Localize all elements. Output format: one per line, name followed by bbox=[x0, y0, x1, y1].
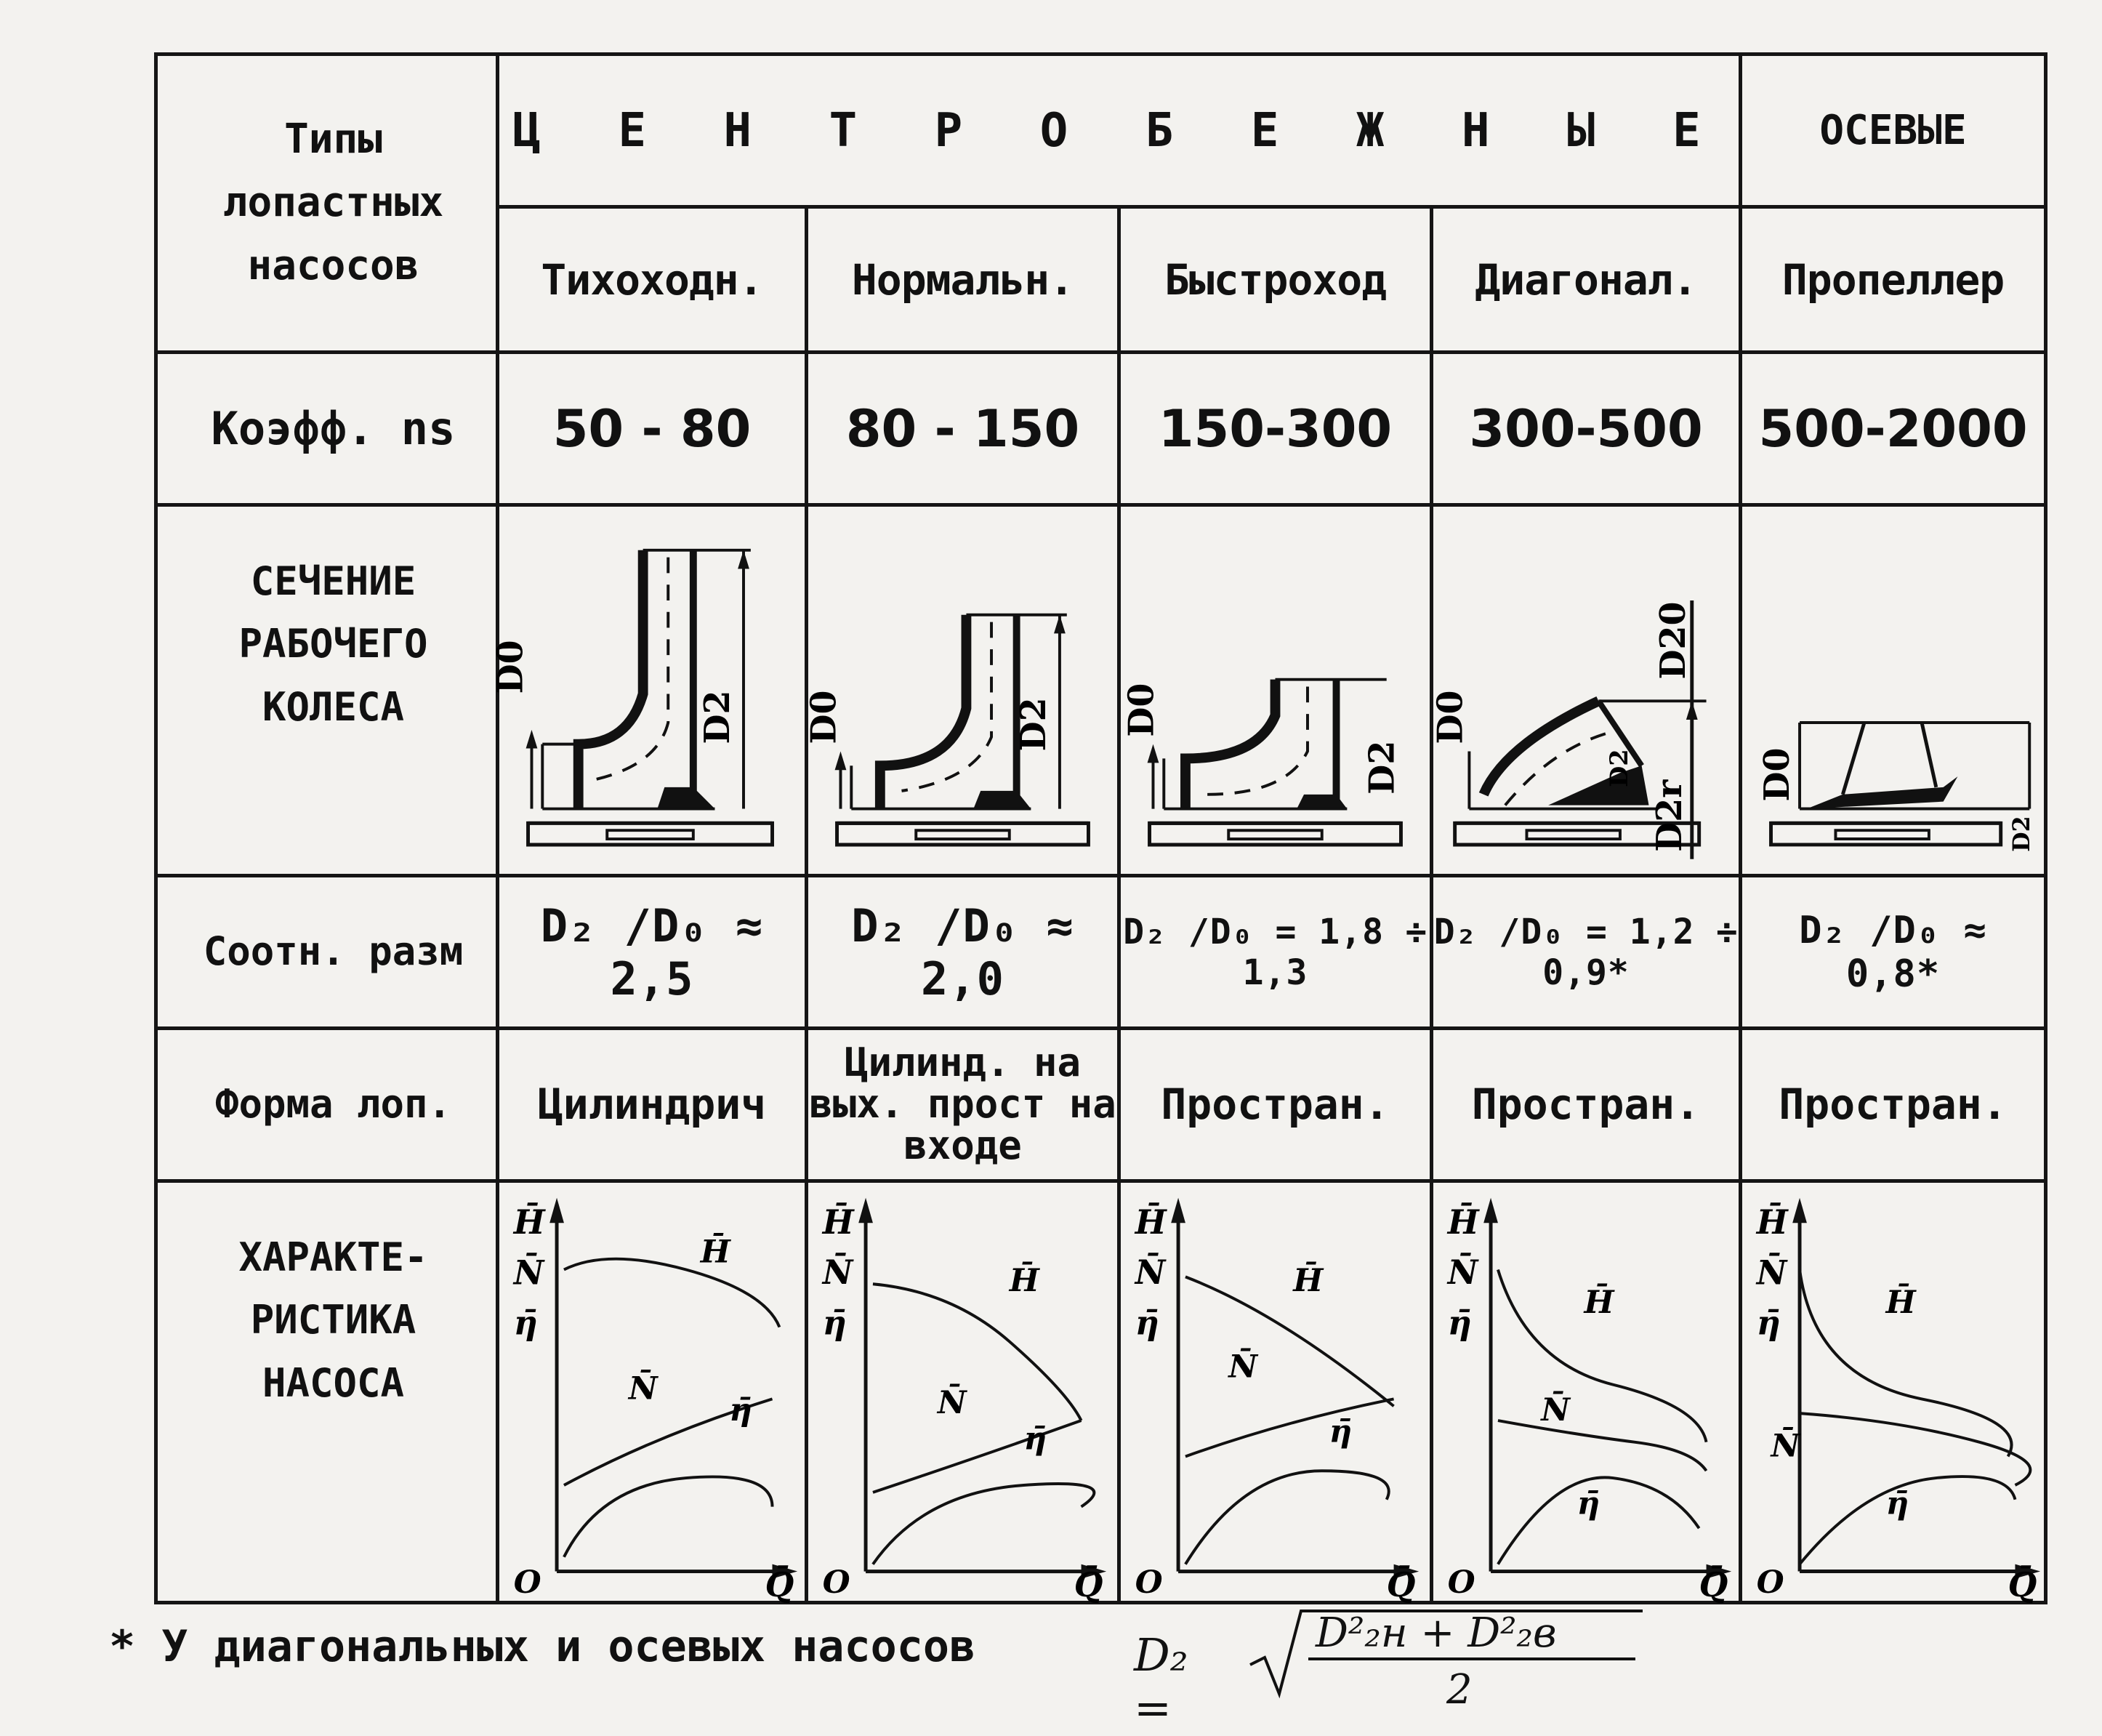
head-curve-label: H̄ bbox=[1293, 1262, 1324, 1300]
ns-value: 50 - 80 bbox=[498, 353, 807, 505]
blade-shape-value: Цилинд. на вых. прост на входе bbox=[807, 1029, 1119, 1181]
blade-shape-value: Простран. bbox=[1432, 1029, 1741, 1181]
q-axis-label: Q̄ bbox=[1074, 1565, 1103, 1605]
impeller-section-drawing bbox=[803, 505, 1119, 876]
blade-shape-value: Простран. bbox=[1741, 1029, 2046, 1181]
head-curve bbox=[873, 1284, 1082, 1420]
type-low-speed: Тихоходн. bbox=[498, 207, 807, 353]
ratio-value: D₂ /D₀ ≈ 0,8* bbox=[1741, 876, 2046, 1029]
d2-label: D2 bbox=[2008, 816, 2036, 852]
d2-label: D2 bbox=[697, 690, 738, 744]
ratio-value: D₂ /D₀ = 1,8 ÷ 1,3 bbox=[1119, 876, 1432, 1029]
origin-label: O bbox=[1135, 1564, 1163, 1602]
d0-label: D0 bbox=[490, 640, 531, 694]
d0-label: D0 bbox=[1757, 747, 1798, 802]
axis-h-label: H̄ bbox=[822, 1202, 854, 1242]
axis-h-label: H̄ bbox=[513, 1202, 545, 1242]
axis-eta-label: η̄ bbox=[1756, 1303, 1781, 1343]
characteristic-plot-cell bbox=[498, 1181, 807, 1603]
y-axis-arrow bbox=[549, 1198, 564, 1223]
head-curve-label: H̄ bbox=[1584, 1283, 1614, 1321]
d0-label: D0 bbox=[803, 690, 845, 744]
d2-label: D2 bbox=[1361, 740, 1403, 795]
origin-label: O bbox=[1447, 1564, 1475, 1602]
power-curve bbox=[1498, 1420, 1707, 1471]
formula-denominator: 2 bbox=[1446, 1666, 1473, 1713]
impeller-section-drawing bbox=[1119, 505, 1432, 876]
efficiency-curve bbox=[564, 1476, 773, 1556]
axis-eta-label: η̄ bbox=[513, 1303, 538, 1343]
head-curve-label: H̄ bbox=[700, 1233, 730, 1271]
y-axis-arrow bbox=[1171, 1198, 1185, 1223]
axis-h-label: H̄ bbox=[1135, 1202, 1167, 1242]
q-axis-label: Q̄ bbox=[765, 1565, 794, 1605]
impeller-normal-drawing bbox=[803, 507, 1117, 874]
head-curve-label: H̄ bbox=[1009, 1262, 1039, 1300]
blade-shape-value: Простран. bbox=[1119, 1029, 1432, 1181]
impeller-section-drawing bbox=[490, 505, 807, 876]
ns-value: 500-2000 bbox=[1741, 353, 2046, 505]
type-diagonal: Диагонал. bbox=[1432, 207, 1741, 353]
ratio-label: Соотн. разм bbox=[156, 876, 498, 1029]
characteristic-plot bbox=[499, 1183, 805, 1605]
efficiency-curve bbox=[1185, 1471, 1389, 1564]
origin-label: O bbox=[1756, 1564, 1784, 1602]
header-centrifugal: Ц Е Н Т Р О Б Е Ж Н Ы Е bbox=[498, 55, 1741, 207]
power-curve-label: N̄ bbox=[937, 1384, 967, 1422]
efficiency-curve-label: η̄ bbox=[1576, 1484, 1600, 1522]
d0-label: D0 bbox=[1430, 690, 1471, 744]
power-curve-label: N̄ bbox=[1228, 1348, 1257, 1386]
blade-shape-value: Цилиндрич bbox=[498, 1029, 807, 1181]
q-axis-label: Q̄ bbox=[1699, 1565, 1728, 1605]
axis-n-label: N̄ bbox=[1756, 1253, 1787, 1293]
section-label: СЕЧЕНИЕ РАБОЧЕГО КОЛЕСА bbox=[156, 505, 498, 876]
origin-label: O bbox=[822, 1564, 850, 1602]
power-curve bbox=[1185, 1399, 1394, 1456]
axis-eta-label: η̄ bbox=[1447, 1303, 1472, 1343]
origin-label: O bbox=[513, 1564, 541, 1602]
axis-n-label: N̄ bbox=[1135, 1253, 1166, 1293]
characteristic-plot-cell bbox=[1432, 1181, 1741, 1603]
head-curve bbox=[1185, 1277, 1394, 1406]
power-curve-label: N̄ bbox=[1541, 1391, 1570, 1429]
axis-n-label: N̄ bbox=[1447, 1253, 1478, 1293]
characteristic-plot-cell bbox=[1741, 1181, 2046, 1603]
header-corner-label: Типы лопастных насосов bbox=[156, 55, 498, 353]
ratio-value: D₂ /D₀ = 1,2 ÷ 0,9* bbox=[1432, 876, 1741, 1029]
ns-value: 80 - 150 bbox=[807, 353, 1119, 505]
impeller-diagonal-drawing bbox=[1430, 507, 1739, 874]
ns-value: 150-300 bbox=[1119, 353, 1432, 505]
ratio-value: D₂ /D₀ ≈ 2,5 bbox=[498, 876, 807, 1029]
efficiency-curve bbox=[873, 1484, 1094, 1564]
impeller-section-drawing bbox=[1741, 505, 2046, 876]
d2-label: D2 bbox=[1013, 697, 1055, 752]
axis-n-label: N̄ bbox=[513, 1253, 544, 1293]
d20-label: D20 bbox=[1652, 601, 1694, 680]
efficiency-curve-label: η̄ bbox=[1023, 1420, 1047, 1458]
blade-shape-label: Форма лоп. bbox=[156, 1029, 498, 1181]
axis-h-label: H̄ bbox=[1447, 1202, 1479, 1242]
type-high-speed: Быстроход bbox=[1119, 207, 1432, 353]
ns-value: 300-500 bbox=[1432, 353, 1741, 505]
efficiency-curve-label: η̄ bbox=[729, 1391, 752, 1429]
ratio-value: D₂ /D₀ ≈ 2,0 bbox=[807, 876, 1119, 1029]
formula-lhs: D₂ = bbox=[1134, 1628, 1188, 1735]
ns-label: Коэфф. ns bbox=[156, 353, 498, 505]
axis-n-label: N̄ bbox=[822, 1253, 853, 1293]
impeller-propeller-drawing bbox=[1742, 507, 2044, 874]
formula-numerator: D²₂н + D²₂в bbox=[1316, 1610, 1557, 1657]
q-axis-label: Q̄ bbox=[1386, 1565, 1416, 1605]
characteristic-plot bbox=[1742, 1183, 2044, 1605]
pump-types-table bbox=[154, 52, 2047, 1604]
type-normal: Нормальн. bbox=[807, 207, 1119, 353]
impeller-low-speed-drawing bbox=[490, 507, 805, 874]
d0-label: D0 bbox=[1121, 683, 1162, 737]
q-axis-label: Q̄ bbox=[2008, 1565, 2037, 1605]
characteristic-plot bbox=[1121, 1183, 1430, 1605]
d2r-label: D2r bbox=[1648, 779, 1690, 852]
y-axis-arrow bbox=[1792, 1198, 1807, 1223]
footnote-text: * У диагональных и осевых насосов bbox=[109, 1621, 976, 1672]
y-axis-arrow bbox=[1483, 1198, 1498, 1223]
d2-label: D2 bbox=[1603, 749, 1633, 787]
impeller-high-speed-drawing bbox=[1121, 507, 1430, 874]
characteristic-plot-cell bbox=[1119, 1181, 1432, 1603]
power-curve-label: N̄ bbox=[628, 1370, 658, 1407]
characteristic-label: ХАРАКТЕ- РИСТИКА НАСОСА bbox=[156, 1181, 498, 1603]
efficiency-curve-label: η̄ bbox=[1329, 1412, 1353, 1450]
axis-h-label: H̄ bbox=[1756, 1202, 1788, 1242]
y-axis-arrow bbox=[858, 1198, 873, 1223]
impeller-section-drawing bbox=[1432, 505, 1741, 876]
axis-eta-label: η̄ bbox=[1135, 1303, 1159, 1343]
head-curve-label: H̄ bbox=[1885, 1283, 1916, 1321]
axis-eta-label: η̄ bbox=[822, 1303, 847, 1343]
efficiency-curve-label: η̄ bbox=[1885, 1484, 1909, 1522]
type-propeller: Пропеллер bbox=[1741, 207, 2046, 353]
characteristic-plot bbox=[1433, 1183, 1739, 1605]
characteristic-plot-cell bbox=[807, 1181, 1119, 1603]
head-curve bbox=[564, 1259, 779, 1327]
characteristic-plot bbox=[808, 1183, 1117, 1605]
power-curve-label: N̄ bbox=[1771, 1427, 1800, 1465]
power-curve bbox=[873, 1420, 1082, 1492]
header-axial: ОСЕВЫЕ bbox=[1741, 55, 2046, 207]
